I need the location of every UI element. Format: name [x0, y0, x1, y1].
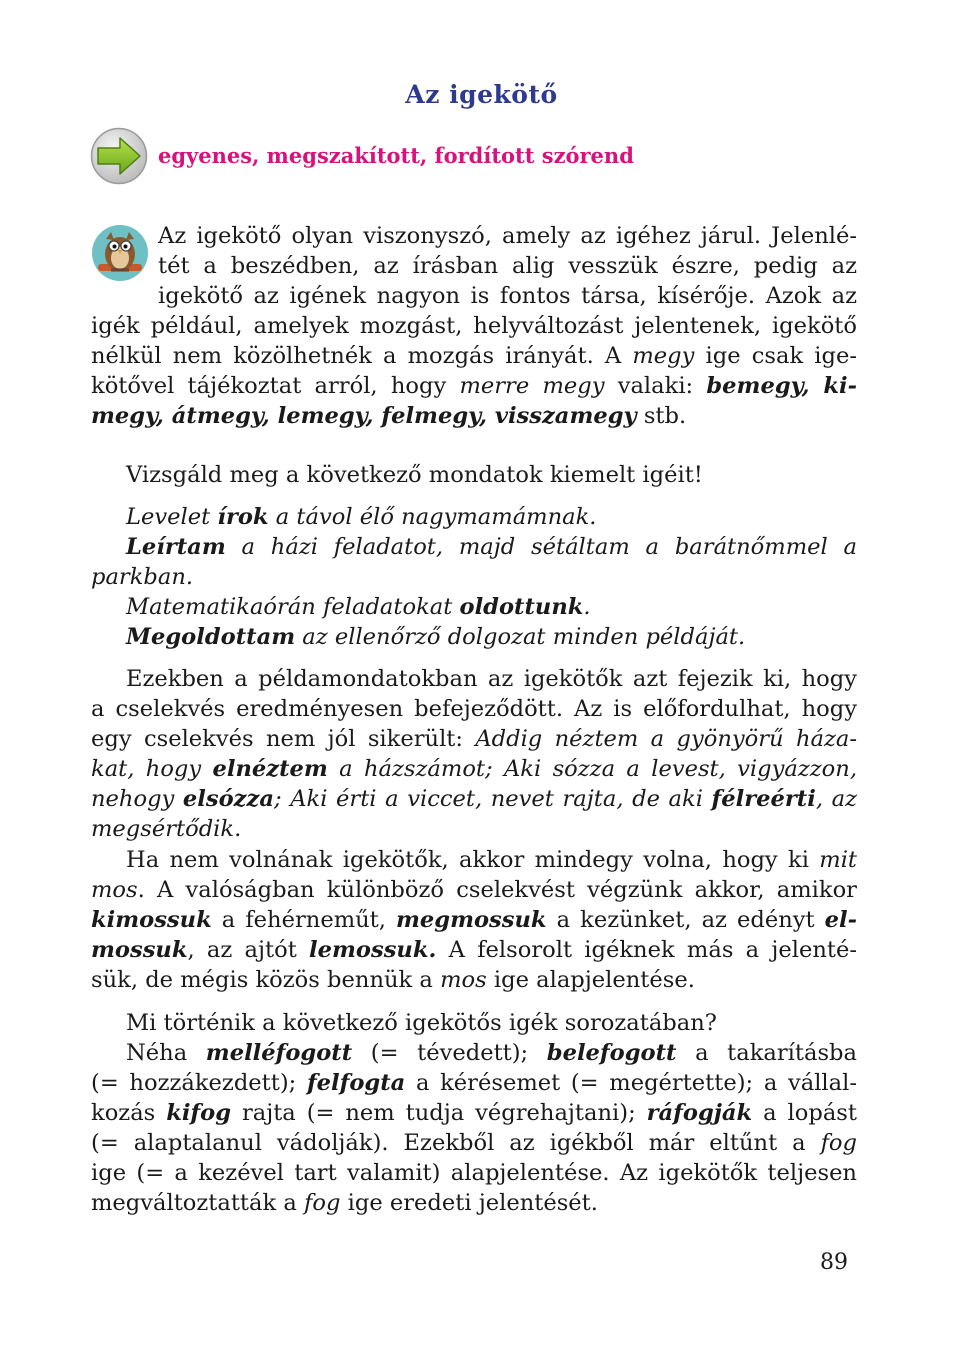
paragraph-4: [91, 1038, 857, 1218]
paragraph-2: [91, 664, 857, 844]
examples: [91, 502, 857, 652]
paragraph-line: (= hozzákezdett); felfogta a kérésemet (= megértette); a vállal-: [91, 1070, 857, 1096]
paragraph-line: egy cselekvés nem jól sikerült: Addig néztem a gyönyörű háza-: [91, 726, 857, 752]
intro-paragraph: [91, 221, 857, 431]
example-sentence: Leírtam a házi feladatot, majd sétáltam a barátnőmmel a: [126, 534, 857, 560]
intro-line: megy, átmegy, lemegy, felmegy, visszamegy stb.: [91, 403, 687, 429]
task-1: [91, 460, 857, 490]
paragraph-line: Ezekben a példamondatokban az igekötők azt fejezik ki, hogy: [126, 666, 857, 692]
paragraph-line: Ha nem volnának igekötők, akkor mindegy volna, hogy ki mit: [126, 847, 857, 873]
example-sentence: Megoldottam az ellenőrző dolgozat minden példáját.: [126, 624, 746, 650]
paragraph-line: megsértődik.: [91, 816, 242, 842]
intro-line: nélkül nem közölhetnék a mozgás irányát. A megy ige csak ige-: [91, 343, 857, 369]
paragraph-line: mos. A valóságban különböző cselekvést végzünk akkor, amikor: [91, 877, 857, 903]
paragraph-3: [91, 845, 857, 995]
example-sentence: Levelet írok a távol élő nagymamámnak.: [126, 504, 597, 530]
paragraph-line: (= alaptalanul vádolják). Ezekből az igékből már eltűnt a fog: [91, 1130, 857, 1156]
subtitle: egyenes, megszakított, fordított szórend: [158, 142, 634, 168]
paragraph-line: kozás kifog rajta (= nem tudja végrehajtani); ráfogják a lopást: [91, 1100, 857, 1126]
subtitle-row: [90, 126, 634, 186]
example-sentence: Matematikaórán feladatokat oldottunk.: [126, 594, 591, 620]
page-number: 89: [820, 1250, 848, 1275]
paragraph-line: sük, de mégis közös bennük a mos ige alapjelentése.: [91, 967, 695, 993]
intro-line: kötővel tájékoztat arról, hogy merre megy valaki: bemegy, ki-: [91, 373, 857, 399]
paragraph-line: a cselekvés eredményesen befejeződött. Az is előfordulhat, hogy: [91, 696, 857, 722]
paragraph-line: ige (= a kezével tart valamit) alapjelentése. Az igekötők teljesen: [91, 1160, 857, 1186]
page-title: Az igekötő: [405, 80, 558, 109]
intro-line: igekötő az igének nagyon is fontos társa, kísérője. Azok az: [158, 283, 857, 309]
paragraph-line: nehogy elsózza; Aki érti a viccet, nevet rajta, de aki félreérti, az: [91, 786, 857, 812]
paragraph-line: kimossuk a fehérneműt, megmossuk a kezünket, az edényt el-: [91, 907, 857, 933]
task-2-text: Mi történik a következő igekötős igék sorozatában?: [126, 1010, 717, 1036]
paragraph-line: mossuk, az ajtót lemossuk. A felsorolt igéknek más a jelenté-: [91, 937, 857, 963]
paragraph-line: Néha melléfogott (= tévedett); belefogott a takarításba: [126, 1040, 857, 1066]
paragraph-line: megváltoztatták a fog ige eredeti jelentését.: [91, 1190, 598, 1216]
example-sentence: parkban.: [91, 564, 194, 590]
task-2: [91, 1008, 857, 1038]
task-1-text: Vizsgáld meg a következő mondatok kiemelt igéit!: [126, 462, 703, 488]
intro-line: igék például, amelyek mozgást, helyváltozást jelentenek, igekötő: [91, 313, 857, 339]
intro-line: tét a beszédben, az írásban alig vesszük észre, pedig az: [158, 253, 857, 279]
paragraph-line: kat, hogy elnéztem a házszámot; Aki sózza a levest, vigyázzon,: [91, 756, 857, 782]
intro-line: Az igekötő olyan viszonyszó, amely az igéhez járul. Jelenlé-: [158, 223, 857, 249]
green-right-arrow-icon: [90, 127, 148, 185]
